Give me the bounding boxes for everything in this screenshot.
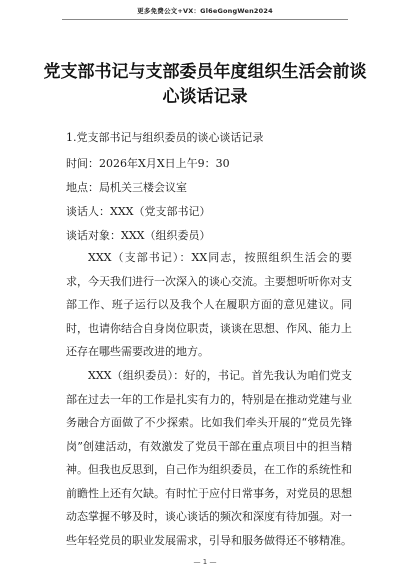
paragraph-secretary: XXX（支部书记）：XX同志，按照组织生活会的要求，今天我们进行一次深入的谈心交流。主要想听听你对支部工作、班子运行以及我个人在履职方面的意见建议。同时，也请你结合自身岗位职责，谈谈在思想、作风、能力上还存在哪些需要改进的地方。 <box>66 251 352 358</box>
document-title: 党支部书记与支部委员年度组织生活会前谈心谈话记录 <box>43 62 367 107</box>
meeting-location: 地点：局机关三楼会议室 <box>66 181 187 194</box>
section-heading: 1.党支部书记与组织委员的谈心谈话记录 <box>66 131 264 144</box>
paragraph-organization-member: XXX（组织委员）：好的，书记。首先我认为咱们党支部在过去一年的工作是扎实有力的，特别是在推动党建与业务融合方面做了不少探索。比如我们牵头开展的“党员先锋岗”创建活动，有效激发了党员干部在重点项目中的担当精神。但我也反思到，自己作为组织委员，在工作的系统性和前瞻性上还有欠缺。有时忙于应付日常事务，对党员的思想动态掌握不够及时，谈心谈话的频次和深度有待加强。对一些年轻党员的职业发展需求，引导和服务做得还不够精准。 <box>66 369 352 547</box>
header-divider <box>62 19 348 20</box>
header-note: 更多免费公文+VX：Gl6eGongWen2024 <box>137 7 273 15</box>
talker-info: 谈话人：XXX（党支部书记） <box>66 205 211 218</box>
meeting-time: 时间：2026年X月X日上午9：30 <box>66 157 230 170</box>
page-number: — 1 — <box>193 558 217 566</box>
talkee-info: 谈话对象：XXX（组织委员） <box>66 229 211 242</box>
